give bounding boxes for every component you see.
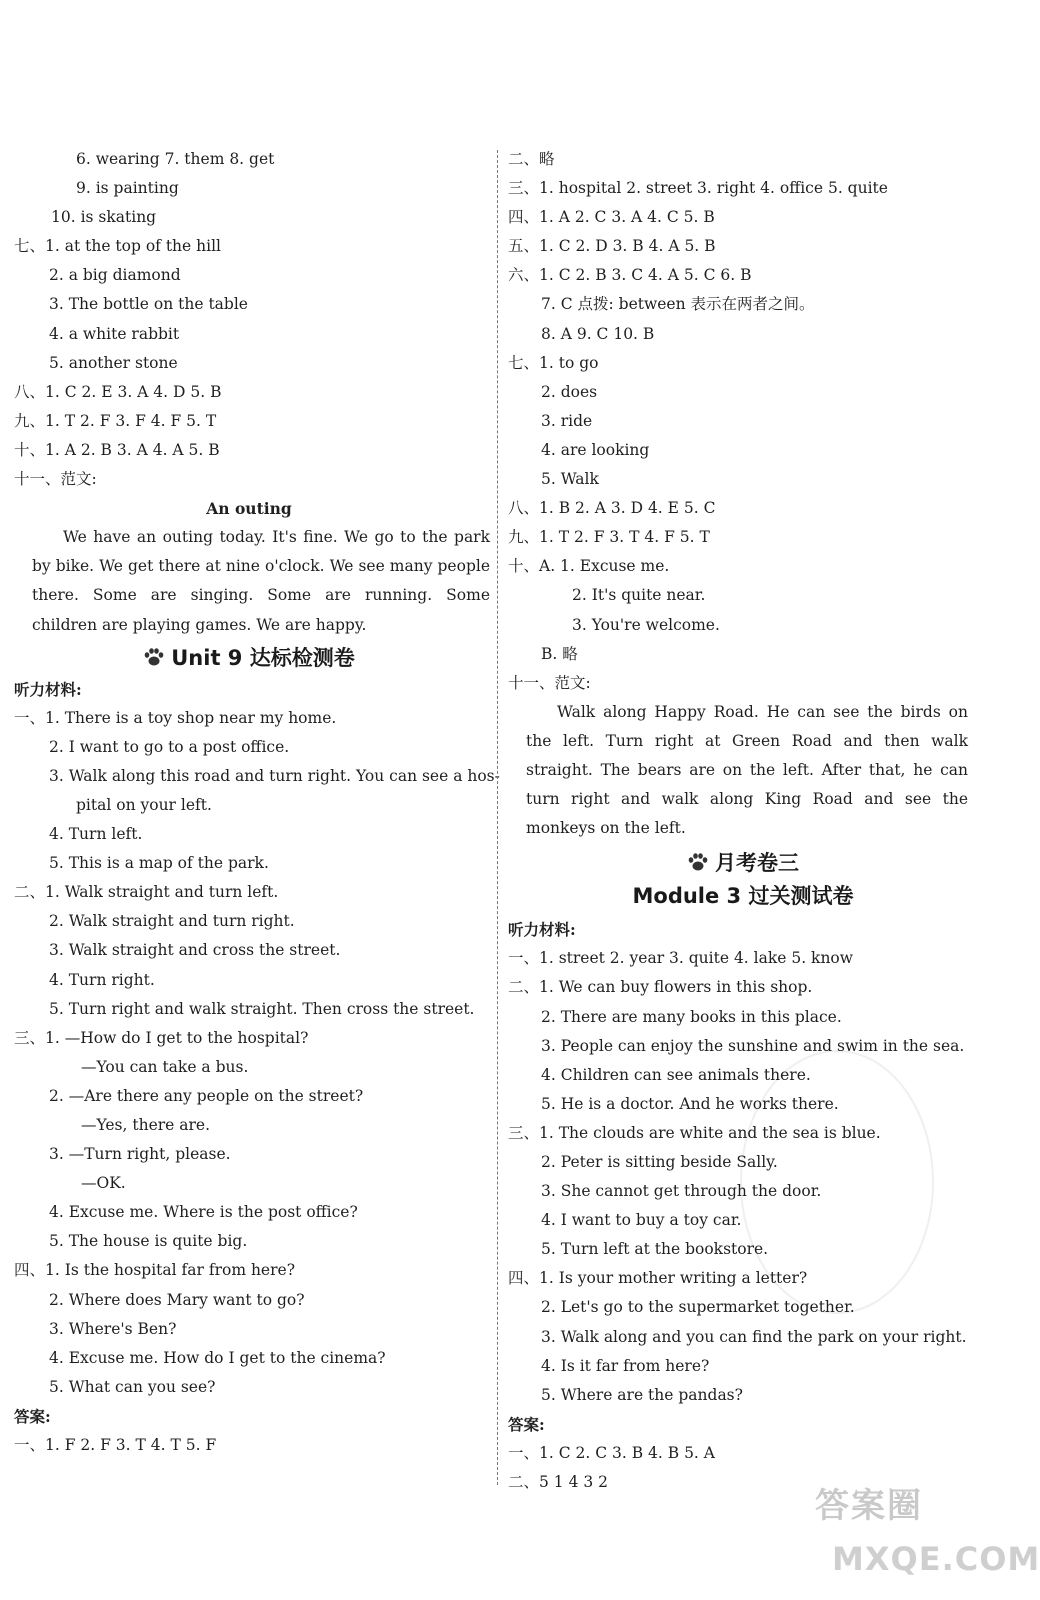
listening-line: 2. Let's go to the supermarket together. xyxy=(541,1298,855,1317)
section-title-monthly xyxy=(508,847,978,880)
answer-line: 十、A. 1. Excuse me. xyxy=(508,557,670,576)
watermark-logo-text: 答案圈 xyxy=(815,1486,923,1526)
answer-line: 八、1. C 2. E 3. A 4. D 5. B xyxy=(14,382,222,401)
listening-line: 2. Where does Mary want to go? xyxy=(49,1290,305,1309)
answer-line: 2. It's quite near. xyxy=(572,586,706,605)
column-divider xyxy=(497,150,498,1485)
answer-label: 答案: xyxy=(508,1414,545,1434)
listening-line: 3. She cannot get through the door. xyxy=(541,1182,822,1201)
listening-line: 4. Is it far from here? xyxy=(541,1356,710,1375)
answer-line: 九、1. T 2. F 3. F 4. F 5. T xyxy=(14,411,217,430)
listening-line: —Yes, there are. xyxy=(81,1116,211,1134)
answer-label: 答案: xyxy=(14,1406,51,1426)
listening-line: 4. Turn left. xyxy=(49,825,143,844)
listening-line: 一、1. street 2. year 3. quite 4. lake 5. know xyxy=(508,949,854,968)
listening-line: 3. People can enjoy the sunshine and swim in the sea. xyxy=(541,1036,965,1055)
listening-line: 三、1. The clouds are white and the sea is blue. xyxy=(508,1123,881,1142)
answer-line: 二、略 xyxy=(508,150,555,168)
answer-line: 8. A 9. C 10. B xyxy=(541,324,655,343)
answer-line: 2. a big diamond xyxy=(49,266,181,285)
listening-line: 4. Turn right. xyxy=(49,970,155,989)
answer-line: 十一、范文: xyxy=(508,673,591,692)
left-column xyxy=(14,145,500,1460)
answer-line: 6. wearing 7. them 8. get xyxy=(76,150,275,168)
listening-line: pital on your left. xyxy=(76,795,212,814)
listening-line: 一、1. There is a toy shop near my home. xyxy=(14,708,337,727)
paw-icon xyxy=(687,852,709,872)
listening-line: —You can take a bus. xyxy=(81,1057,249,1076)
answer-line: 3. The bottle on the table xyxy=(49,295,248,314)
answer-line: 4. are looking xyxy=(541,440,650,459)
answer-line: 5. Walk xyxy=(541,470,599,489)
answer-line: 十一、范文: xyxy=(14,470,97,489)
answer-line: 二、5 1 4 3 2 xyxy=(508,1473,609,1492)
answer-line: 2. does xyxy=(541,382,598,401)
listening-line: 3. Walk along and you can find the park on your right. xyxy=(541,1327,967,1346)
model-essay: We have an outing today. It's fine. We go to the park by bike. We get there at nine o'clock. We see many people there. Some are singing. Some are running. Some children are playing games. We are happy. xyxy=(32,528,490,634)
listening-line: 3. Where's Ben? xyxy=(49,1319,177,1338)
section-title-unit9 xyxy=(14,642,484,675)
paw-icon xyxy=(143,647,165,667)
listening-line: 4. Excuse me. How do I get to the cinema? xyxy=(49,1348,386,1367)
answer-line: 4. a white rabbit xyxy=(49,324,180,343)
essay-title: An outing xyxy=(206,499,292,519)
section-title-module3: Module 3 过关测试卷 xyxy=(632,884,854,909)
listening-label: 听力材料: xyxy=(14,679,82,699)
listening-line: 二、1. We can buy flowers in this shop. xyxy=(508,978,813,997)
answer-line: 3. ride xyxy=(541,411,593,430)
listening-line: 二、1. Walk straight and turn left. xyxy=(14,883,279,902)
listening-line: 5. This is a map of the park. xyxy=(49,854,269,873)
model-essay: Walk along Happy Road. He can see the birds on the left. Turn right at Green Road and then walk straight. The bears are on the left. After that, he can turn right and walk along King Road and see the monkeys on the left. xyxy=(526,702,968,838)
watermark-url: MXQE.COM xyxy=(832,1540,1040,1578)
listening-line: 5. Turn left at the bookstore. xyxy=(541,1240,769,1259)
answer-line: 一、1. F 2. F 3. T 4. T 5. F xyxy=(14,1436,217,1455)
answer-line: 10. is skating xyxy=(51,208,157,227)
answer-line: 3. You're welcome. xyxy=(572,615,720,634)
listening-line: 四、1. Is your mother writing a letter? xyxy=(508,1269,808,1288)
listening-line: 3. —Turn right, please. xyxy=(49,1145,231,1164)
listening-line: —OK. xyxy=(81,1174,126,1193)
answer-line: 9. is painting xyxy=(76,179,179,198)
listening-line: 5. Turn right and walk straight. Then cross the street. xyxy=(49,999,475,1018)
right-column xyxy=(508,145,978,1497)
answer-line: B. 略 xyxy=(541,644,578,663)
section-title-text: 月考卷三 xyxy=(715,851,799,876)
listening-line: 三、1. —How do I get to the hospital? xyxy=(14,1028,309,1047)
listening-line: 四、1. Is the hospital far from here? xyxy=(14,1261,295,1280)
listening-line: 3. Walk along this road and turn right. You can see a hos- xyxy=(49,766,500,785)
listening-line: 5. What can you see? xyxy=(49,1377,216,1396)
answer-line: 五、1. C 2. D 3. B 4. A 5. B xyxy=(508,237,716,256)
answer-line: 九、1. T 2. F 3. T 4. F 5. T xyxy=(508,528,710,547)
answer-line: 六、1. C 2. B 3. C 4. A 5. C 6. B xyxy=(508,266,752,285)
answer-line: 7. C 点拨: between 表示在两者之间。 xyxy=(541,295,815,314)
listening-label: 听力材料: xyxy=(508,920,576,940)
listening-line: 4. Children can see animals there. xyxy=(541,1065,811,1084)
listening-line: 2. Walk straight and turn right. xyxy=(49,912,295,931)
answer-line: 四、1. A 2. C 3. A 4. C 5. B xyxy=(508,208,715,227)
answer-line: 十、1. A 2. B 3. A 4. A 5. B xyxy=(14,440,220,459)
listening-line: 4. Excuse me. Where is the post office? xyxy=(49,1203,358,1222)
listening-line: 2. There are many books in this place. xyxy=(541,1007,842,1026)
listening-line: 2. Peter is sitting beside Sally. xyxy=(541,1153,778,1171)
listening-line: 2. —Are there any people on the street? xyxy=(49,1086,364,1105)
answer-line: 5. another stone xyxy=(49,353,178,372)
listening-line: 4. I want to buy a toy car. xyxy=(541,1211,742,1230)
answer-line: 七、1. to go xyxy=(508,353,599,372)
answer-line: 七、1. at the top of the hill xyxy=(14,237,221,256)
listening-line: 2. I want to go to a post office. xyxy=(49,737,290,756)
listening-line: 3. Walk straight and cross the street. xyxy=(49,941,341,960)
answer-line: 一、1. C 2. C 3. B 4. B 5. A xyxy=(508,1443,715,1462)
listening-line: 5. The house is quite big. xyxy=(49,1232,248,1251)
answer-line: 八、1. B 2. A 3. D 4. E 5. C xyxy=(508,499,716,518)
listening-line: 5. Where are the pandas? xyxy=(541,1385,743,1404)
answer-line: 三、1. hospital 2. street 3. right 4. office 5. quite xyxy=(508,179,888,198)
section-title-text: Unit 9 达标检测卷 xyxy=(171,645,355,670)
listening-line: 5. He is a doctor. And he works there. xyxy=(541,1094,839,1113)
